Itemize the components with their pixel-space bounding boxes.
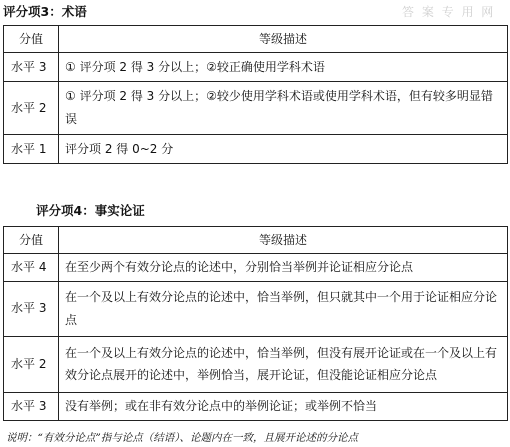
table-row — [4, 281, 508, 336]
description-cell: 在一个及以上有效分论点的论述中，恰当举例，但没有展开论证或在一个及以上有效分论点展开的论述中，举例恰当，展开论证，但没能论证相应分论点 — [59, 336, 508, 392]
column-header-level: 分值 — [4, 26, 59, 53]
table-header-row — [4, 26, 508, 53]
table-row — [4, 53, 508, 82]
level-cell: 水平 3 — [4, 281, 59, 336]
level-cell: 水平 1 — [4, 135, 59, 164]
level-cell: 水平 3 — [4, 392, 59, 420]
level-cell: 水平 2 — [4, 82, 59, 135]
level-cell: 水平 3 — [4, 53, 59, 82]
column-header-level: 分值 — [4, 227, 59, 254]
level-cell: 水平 4 — [4, 254, 59, 282]
table-row — [4, 135, 508, 164]
column-header-description: 等级描述 — [59, 26, 508, 53]
table-row — [4, 82, 508, 135]
fact-argument-table — [3, 226, 508, 421]
footnote: 说明：“有效分论点”指与论点（结语）、论题内在一致，且展开论述的分论点 — [6, 432, 358, 444]
description-cell: ① 评分项 2 得 3 分以上；②较正确使用学科术语 — [59, 53, 508, 82]
column-header-description: 等级描述 — [59, 227, 508, 254]
description-cell: 在一个及以上有效分论点的论述中，恰当举例，但只就其中一个用于论证相应分论点 — [59, 281, 508, 336]
level-cell: 水平 2 — [4, 336, 59, 392]
table-header-row — [4, 227, 508, 254]
terminology-table — [3, 25, 508, 164]
description-cell: ① 评分项 2 得 3 分以上；②较少使用学科术语或使用学科术语，但有较多明显错误 — [59, 82, 508, 135]
table-row — [4, 392, 508, 420]
watermark: 答 案 专 用 网 — [402, 5, 496, 19]
section2-heading: 评分项4：事实论证 — [36, 203, 145, 218]
description-cell: 评分项 2 得 0~2 分 — [59, 135, 508, 164]
description-cell: 没有举例；或在非有效分论点中的举例论证；或举例不恰当 — [59, 392, 508, 420]
table-row — [4, 336, 508, 392]
table-row — [4, 254, 508, 282]
description-cell: 在至少两个有效分论点的论述中，分别恰当举例并论证相应分论点 — [59, 254, 508, 282]
section1-heading: 评分项3：术语 — [3, 4, 87, 19]
